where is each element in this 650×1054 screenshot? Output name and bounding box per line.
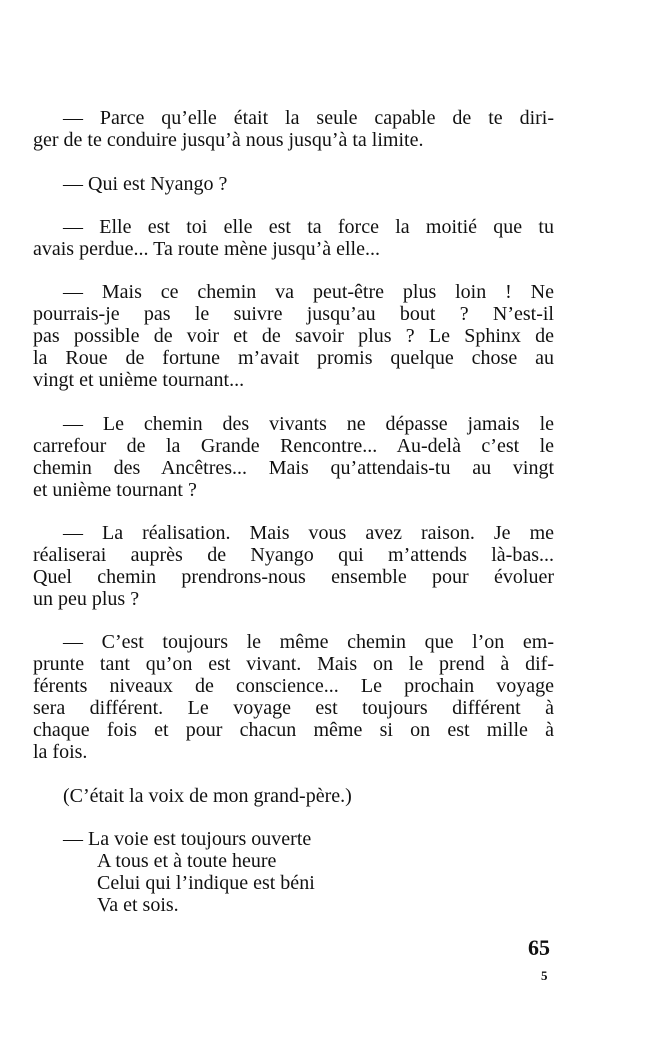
text-line: chemin des Ancêtres... Mais qu’attendais-tu au vingt: [33, 457, 554, 479]
text-line: vingt et unième tournant...: [33, 369, 245, 391]
paragraph-4: [33, 281, 554, 391]
text-line: — Qui est Nyango ?: [63, 173, 228, 195]
text-line: Quel chemin prendrons-nous ensemble pour évoluer: [33, 566, 554, 588]
text-line: carrefour de la Grande Rencontre... Au-delà c’est le: [33, 435, 554, 457]
page-number: 65: [528, 935, 550, 960]
verse-lead-line: — La voie est toujours ouverte: [63, 828, 312, 850]
text-line: (C’était la voix de mon grand-père.): [63, 785, 352, 807]
text-line: chaque fois et pour chacun même si on est mille à: [33, 719, 554, 741]
text-line: — La réalisation. Mais vous avez raison. Je me: [63, 522, 554, 544]
text-line: ger de te conduire jusqu’à nous jusqu’à ta limite.: [33, 129, 424, 151]
text-line: et unième tournant ?: [33, 479, 197, 501]
paragraph-7: [33, 631, 554, 763]
verse-line: Va et sois.: [97, 894, 179, 916]
paragraph-2: [33, 173, 554, 195]
text-line: — Le chemin des vivants ne dépasse jamais le: [63, 413, 554, 435]
text-line: pourrais-je pas le suivre jusqu’au bout ? N’est-il: [33, 303, 554, 325]
text-line: — Mais ce chemin va peut-être plus loin ! Ne: [63, 281, 554, 303]
text-line: avais perdue... Ta route mène jusqu’à elle...: [33, 238, 380, 260]
paragraph-6: [33, 522, 554, 610]
text-line: sera différent. Le voyage est toujours différent à: [33, 697, 554, 719]
text-line: — Elle est toi elle est ta force la moitié que tu: [63, 216, 554, 238]
paragraph-1: [33, 107, 554, 151]
text-line: — Parce qu’elle était la seule capable de te diri-: [63, 107, 554, 129]
text-line: réaliserai auprès de Nyango qui m’attends là-bas...: [33, 544, 554, 566]
text-line: la fois.: [33, 741, 88, 763]
verse-line: A tous et à toute heure: [97, 850, 277, 872]
text-line: férents niveaux de conscience... Le prochain voyage: [33, 675, 554, 697]
text-line: un peu plus ?: [33, 588, 140, 610]
paragraph-8: [33, 785, 554, 807]
paragraph-5: [33, 413, 554, 501]
text-line: prunte tant qu’on est vivant. Mais on le prend à dif-: [33, 653, 554, 675]
paragraph-3: [33, 216, 554, 260]
text-line: pas possible de voir et de savoir plus ? Le Sphinx de: [33, 325, 554, 347]
verse-block: [33, 828, 554, 916]
signature-mark: 5: [541, 968, 548, 983]
text-line: — C’est toujours le même chemin que l’on em-: [63, 631, 554, 653]
verse-line: Celui qui l’indique est béni: [97, 872, 315, 894]
text-line: la Roue de fortune m’avait promis quelque chose au: [33, 347, 554, 369]
